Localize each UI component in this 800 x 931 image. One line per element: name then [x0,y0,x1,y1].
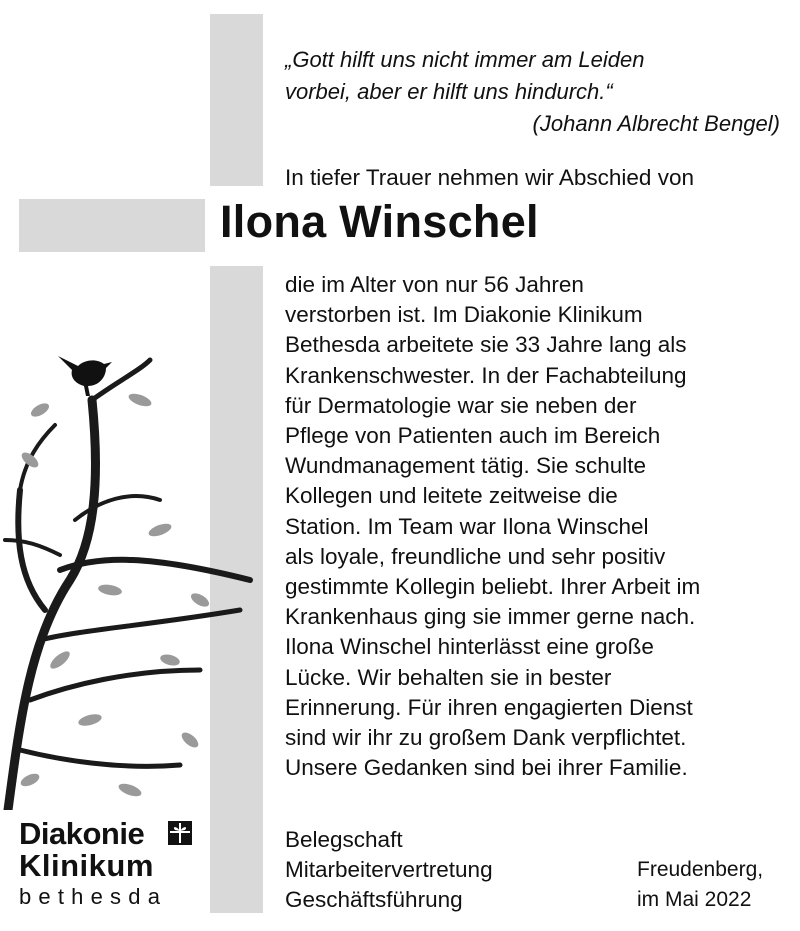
signer: Belegschaft [285,827,403,852]
logo-line-diakonie: Diakonie [19,816,145,851]
signer: Mitarbeitervertretung [285,857,493,882]
signer: Geschäftsführung [285,887,463,912]
diakonie-logo [19,818,199,912]
body-line: die im Alter von nur 56 Jahren [285,272,584,297]
body-line: Station. Im Team war Ilona Winschel [285,513,649,539]
body-line: Unsere Gedanken sind bei ihrer Familie. [285,755,688,781]
body-line: gestimmte Kollegin beliebt. Ihrer Arbeit im [285,574,701,600]
logo-line-bethesda: bethesda [19,884,168,909]
bird-on-branch-icon [0,340,270,810]
logo-line-klinikum: Klinikum [19,848,154,883]
intro-text: In tiefer Trauer nehmen wir Abschied von [285,165,694,190]
deceased-name: Ilona Winschel [220,196,539,247]
body-line: Ilona Winschel hinterlässt eine große [285,634,654,660]
cross-crossbar [19,199,205,252]
body-line: verstorben ist. Im Diakonie Klinikum [285,302,643,328]
body-line: Erinnerung. Für ihren engagierten Dienst [285,694,693,720]
body-line: Kollegen und leitete zeitweise die [285,483,618,509]
body-line: sind wir ihr zu großem Dank verpflichtet. [285,725,687,751]
body-line: Bethesda arbeitete sie 33 Jahre lang als [285,332,687,358]
quote-block [285,44,780,140]
body-line: Krankenschwester. In der Fachabteilung [285,362,687,388]
quote-author: (Johann Albrecht Bengel) [532,111,780,136]
body-line: als loyale, freundliche und sehr positiv [285,543,666,569]
signers-list [285,825,493,915]
date-line: im Mai 2022 [637,888,752,911]
body-line: Lücke. Wir behalten sie in bester [285,664,612,690]
place-date [637,855,763,915]
quote-line: „Gott hilft uns nicht immer am Leiden [285,47,645,72]
place-line: Freudenberg, [637,858,764,881]
cross-upper-beam [210,14,263,186]
body-line: Pflege von Patienten auch im Bereich [285,423,661,449]
obituary-body [285,270,785,783]
gift-box-icon [167,820,193,846]
body-line: für Dermatologie war sie neben der [285,392,637,418]
body-line: Krankenhaus ging sie immer gerne nach. [285,604,696,630]
body-line: Wundmanagement tätig. Sie schulte [285,453,647,479]
quote-line: vorbei, aber er hilft uns hindurch.“ [285,79,613,104]
